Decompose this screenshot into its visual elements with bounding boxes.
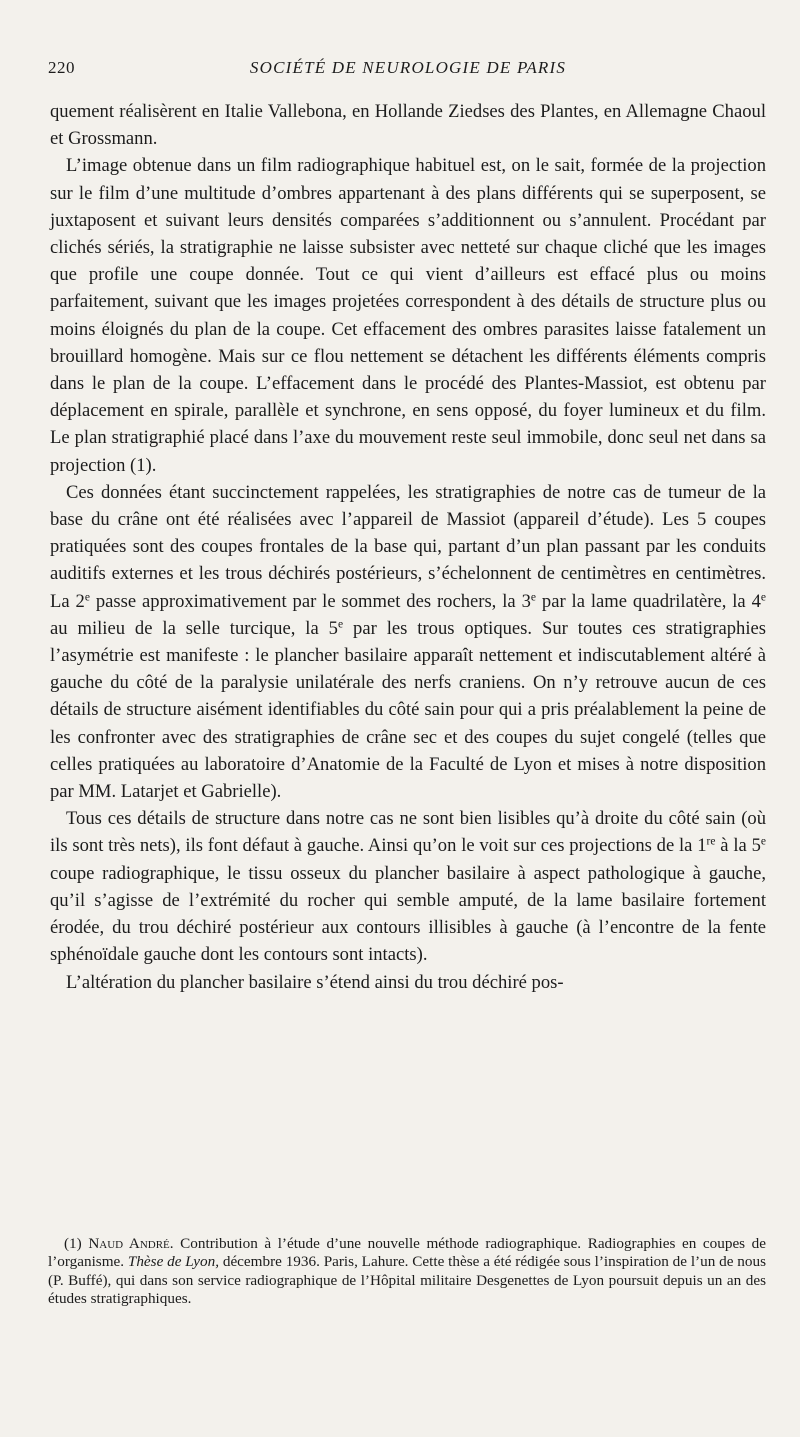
- ordinal-superscript: e: [84, 591, 90, 604]
- paragraph-3-text-e: par les trous optiques. Sur toutes ces stratigraphies l’asymétrie est manifeste : le plancher basilaire apparaît nettement et indiscutablement altéré à gauche du côté de la paralysie unilatérale des nerfs craniens. On n’y retrouve aucun de ces détails de structure aisément identifiables du côté sain pour qui a pris préalablement la peine de les confronter avec des stratigraphies de crâne sec et des coupes du sujet congelé (telles que celles pratiquées au laboratoire d’Anatomie de la Faculté de Lyon et mises à notre disposition par MM. Latarjet et Gabrielle).: [50, 617, 766, 803]
- paragraph-4: [50, 805, 766, 968]
- paragraph-2: [50, 152, 766, 478]
- ordinal-superscript: e: [530, 591, 536, 604]
- ordinal-superscript: e: [337, 618, 344, 631]
- ordinal-superscript: re: [706, 836, 716, 849]
- ordinal-superscript: e: [760, 591, 767, 604]
- paragraph-4-text-a: Tous ces détails de structure dans notre cas ne sont bien lisibles qu’à droite du côté sain (où ils sont très nets), ils font défaut à gauche. Ainsi qu’on le voit sur ces projections de la 1: [50, 808, 766, 857]
- running-title: SOCIÉTÉ DE NEUROLOGIE DE PARIS: [249, 58, 567, 77]
- paragraph-3-text-a: Ces données étant succinctement rappelées, les stratigraphies de notre cas de tumeur de la base du crâne ont été réalisées avec l’appareil de Massiot (appareil d’étude). Les 5 coupes pratiquées sont des coupes frontales de la base qui, partant d’un plan passant par les conduits auditifs externes et les trous déchirés postérieurs, s’échelonnent de centimètres en centimètres. La 2: [50, 481, 766, 612]
- paragraph-5-text: L’altération du plancher basilaire s’étend ainsi du trou déchiré pos-: [66, 971, 564, 993]
- paragraph-4-text-b: à la 5: [715, 835, 761, 857]
- footnote-text-b: décembre 1936. Paris, Lahure. Cette thèse a été rédigée sous l’inspiration de l’un de nous (P. Buffé), qui dans son service radiographique de l’Hôpital militaire Desgenettes de Lyon poursuit depuis un an des études stratigraphiques.: [48, 1253, 766, 1308]
- page-header: [48, 58, 768, 86]
- footnote-marker: (1): [64, 1235, 82, 1252]
- paragraph-3-text-d: au milieu de la selle turcique, la 5: [50, 617, 338, 639]
- paragraph-1-text: quement réalisèrent en Italie Vallebona, en Hollande Ziedses des Plantes, en Allemagne Chaoul et Grossmann.: [50, 101, 766, 150]
- body-text: [50, 98, 766, 996]
- paragraph-4-text-c: coupe radiographique, le tissu osseux du plancher basilaire à aspect pathologique à gauche, qu’il s’agisse de l’extrémité du rocher qui semble amputé, de la lame basilaire fortement érodée, du trou déchiré postérieur aux contours illisibles à gauche (à l’encontre de la fente sphénoïdale gauche dont les contours sont intacts).: [50, 862, 766, 966]
- paragraph-1: [50, 98, 766, 152]
- footnote-1: [48, 1235, 766, 1309]
- footnote-section: [48, 1235, 766, 1309]
- footnote-text-a: Contribution à l’étude d’une nouvelle méthode radiographique. Radiographies en coupes de l’organisme.: [48, 1235, 767, 1271]
- page-number: 220: [48, 58, 75, 77]
- paragraph-3-text-c: par la lame quadrilatère, la 4: [536, 590, 761, 612]
- ordinal-superscript: e: [760, 836, 766, 849]
- footnote-author: Naud André.: [88, 1235, 174, 1252]
- paragraph-5: [50, 969, 766, 996]
- footnote-thesis-title: Thèse de Lyon,: [127, 1253, 220, 1271]
- paragraph-2-text: L’image obtenue dans un film radiographique habituel est, on le sait, formée de la projection sur le film d’une multitude d’ombres appartenant à des plans différents qui se superposent, se juxtaposent et suivant leurs densités comparées s’additionnent ou s’annulent. Procédant par clichés sériés, la stratigraphie ne laisse subsister avec netteté sur chaque cliché que les images que profile une coupe donnée. Tout ce qui vient d’ailleurs est effacé plus ou moins parfaitement, suivant que les images projetées correspondent à des détails de structure plus ou moins éloignés du plan de la coupe. Cet effacement des ombres parasites laisse fatalement un brouillard homogène. Mais sur ce flou nettement se détachent les différents éléments compris dans le plan de la coupe. L’effacement dans le procédé des Plantes-Massiot, est obtenu par déplacement en spirale, parallèle et synchrone, en sens opposé, du foyer lumineux et du film. Le plan stratigraphié placé dans l’axe du mouvement reste seul immobile, donc seul net dans sa projection (1).: [50, 155, 766, 476]
- paragraph-3: [50, 479, 766, 805]
- paragraph-3-text-b: passe approximativement par le sommet des rochers, la 3: [89, 590, 531, 612]
